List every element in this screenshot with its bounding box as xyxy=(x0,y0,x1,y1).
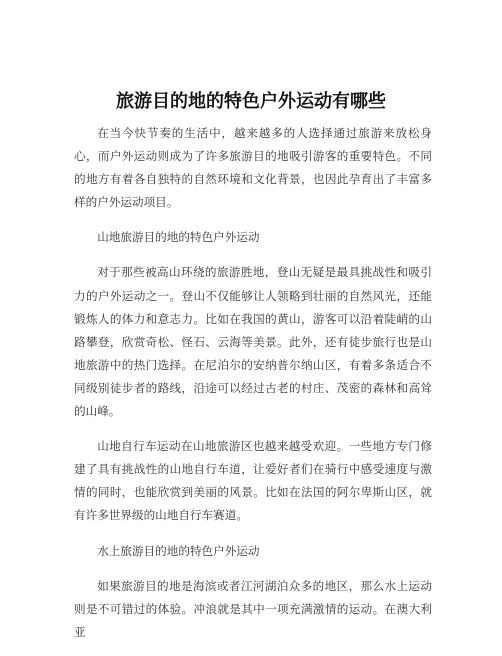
section-heading-water: 水上旅游目的地的特色户外运动 xyxy=(97,543,260,558)
mountain-paragraph-1: 对于那些被高山环绕的旅游胜地，登山无疑是最具挑战性和吸引力的户外运动之一。登山不仅能够让人领略到壮丽的自然风光，还能锻炼人的体力和意志力。比如在我国的黄山，游客可以沿着陡峭的山路攀登，欣赏奇松、怪石、云海等美景。此外，还有徒步旅行也是山地旅游中的热门选择。在尼泊尔的安纳普尔纳山区，有着多条适合不同级别徒步者的路线，沿途可以经过古老的村庄、茂密的森林和高耸的山峰。 xyxy=(74,265,432,419)
document-body xyxy=(74,122,432,656)
intro-paragraph: 在当今快节奏的生活中，越来越多的人选择通过旅游来放松身心，而户外运动则成为了许多旅游目的地吸引游客的重要特色。不同的地方有着各自独特的自然环境和文化背景，也因此孕育出了丰富多样的户外运动项目。 xyxy=(74,126,432,210)
mountain-paragraph-2: 山地自行车运动在山地旅游区也越来越受欢迎。一些地方专门修建了具有挑战性的山地自行车道，让爱好者们在骑行中感受速度与激情的同时，也能欣赏到美丽的风景。比如在法国的阿尔卑斯山区，就有许多世界级的山地自行车赛道。 xyxy=(74,439,432,523)
water-paragraph-1: 如果旅游目的地是海滨或者江河湖泊众多的地区，那么水上运动则是不可错过的体验。冲浪就是其中一项充满激情的运动。在澳大利亚 xyxy=(74,578,432,639)
document-title: 旅游目的地的特色户外运动有哪些 xyxy=(116,91,386,112)
section-heading-mountain: 山地旅游目的地的特色户外运动 xyxy=(97,230,260,245)
